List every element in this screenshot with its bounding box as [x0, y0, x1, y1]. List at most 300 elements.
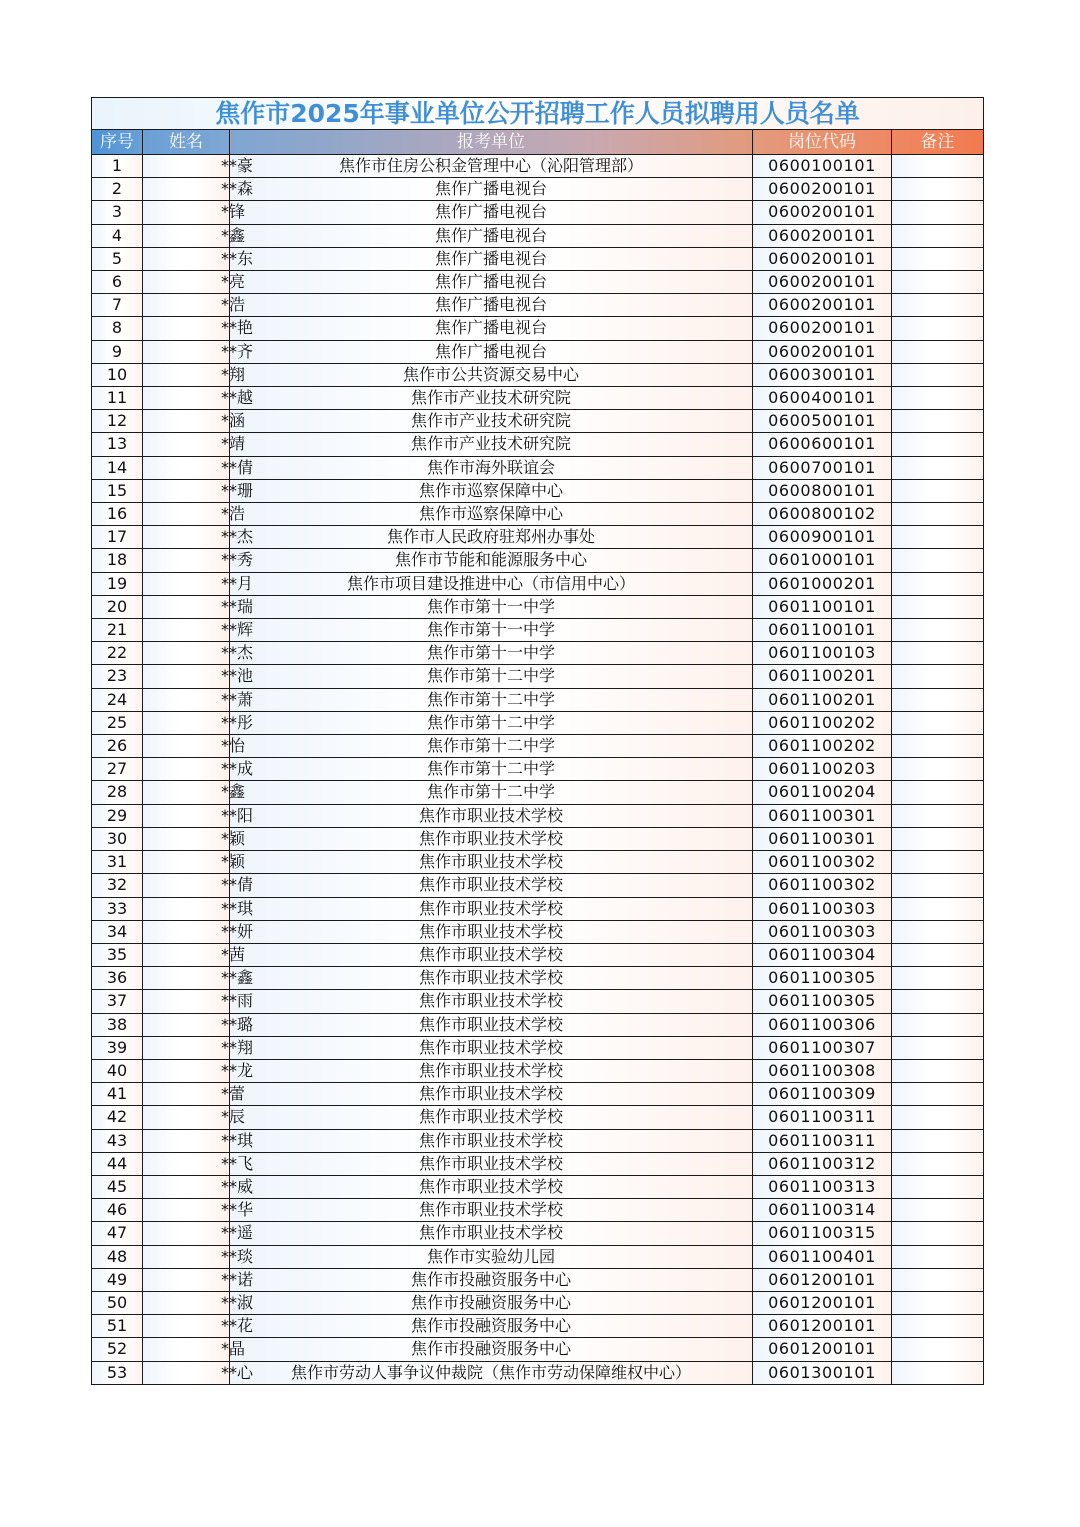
- cell-position-code: 0601000201: [753, 572, 892, 595]
- table-row: [92, 688, 984, 711]
- cell-remarks: [892, 1036, 984, 1059]
- cell-name: *颖: [143, 851, 230, 874]
- cell-unit: 焦作广播电视台: [230, 247, 753, 270]
- cell-remarks: [892, 1129, 984, 1152]
- cell-name: *辰: [143, 1106, 230, 1129]
- cell-unit: 焦作市投融资服务中心: [230, 1268, 753, 1291]
- cell-position-code: 0601100202: [753, 735, 892, 758]
- cell-name: **杰: [143, 526, 230, 549]
- cell-name: **越: [143, 387, 230, 410]
- cell-index: 25: [92, 711, 143, 734]
- cell-name: *鑫: [143, 781, 230, 804]
- table-row: [92, 410, 984, 433]
- cell-remarks: [892, 619, 984, 642]
- cell-position-code: 0601100314: [753, 1199, 892, 1222]
- table-row: [92, 155, 984, 178]
- cell-name: **月: [143, 572, 230, 595]
- cell-unit: 焦作市项目建设推进中心（市信用中心）: [230, 572, 753, 595]
- cell-name: **诺: [143, 1268, 230, 1291]
- column-header-index: 序号: [92, 130, 143, 155]
- cell-position-code: 0601100201: [753, 665, 892, 688]
- cell-unit: 焦作市职业技术学校: [230, 1036, 753, 1059]
- cell-index: 38: [92, 1013, 143, 1036]
- cell-position-code: 0600200101: [753, 271, 892, 294]
- cell-index: 53: [92, 1361, 143, 1384]
- cell-index: 20: [92, 595, 143, 618]
- cell-index: 5: [92, 247, 143, 270]
- cell-name: **池: [143, 665, 230, 688]
- cell-index: 37: [92, 990, 143, 1013]
- table-row: [92, 271, 984, 294]
- cell-position-code: 0601100302: [753, 874, 892, 897]
- cell-unit: 焦作市职业技术学校: [230, 990, 753, 1013]
- cell-remarks: [892, 642, 984, 665]
- cell-position-code: 0600200101: [753, 247, 892, 270]
- cell-name: **东: [143, 247, 230, 270]
- table-row: [92, 1268, 984, 1291]
- cell-unit: 焦作市第十二中学: [230, 758, 753, 781]
- cell-position-code: 0600200101: [753, 178, 892, 201]
- cell-index: 45: [92, 1175, 143, 1198]
- table-row: [92, 642, 984, 665]
- cell-index: 17: [92, 526, 143, 549]
- cell-name: **彤: [143, 711, 230, 734]
- table-row: [92, 1361, 984, 1384]
- cell-name: **花: [143, 1315, 230, 1338]
- cell-position-code: 0601300101: [753, 1361, 892, 1384]
- cell-name: **心: [143, 1361, 230, 1384]
- table-row: [92, 943, 984, 966]
- cell-name: **飞: [143, 1152, 230, 1175]
- cell-name: **齐: [143, 340, 230, 363]
- cell-unit: 焦作市职业技术学校: [230, 1175, 753, 1198]
- cell-unit: 焦作广播电视台: [230, 201, 753, 224]
- cell-unit: 焦作市职业技术学校: [230, 943, 753, 966]
- table-row: [92, 387, 984, 410]
- cell-index: 49: [92, 1268, 143, 1291]
- cell-index: 33: [92, 897, 143, 920]
- cell-unit: 焦作市劳动人事争议仲裁院（焦作市劳动保障维权中心）: [230, 1361, 753, 1384]
- cell-index: 3: [92, 201, 143, 224]
- cell-name: **珊: [143, 479, 230, 502]
- cell-name: **遥: [143, 1222, 230, 1245]
- roster-sheet: [91, 97, 983, 1385]
- cell-unit: 焦作市节能和能源服务中心: [230, 549, 753, 572]
- cell-unit: 焦作广播电视台: [230, 224, 753, 247]
- cell-index: 16: [92, 503, 143, 526]
- cell-unit: 焦作市实验幼儿园: [230, 1245, 753, 1268]
- table-row: [92, 665, 984, 688]
- cell-remarks: [892, 1013, 984, 1036]
- cell-position-code: 0600100101: [753, 155, 892, 178]
- cell-name: **倩: [143, 874, 230, 897]
- table-row: [92, 294, 984, 317]
- cell-remarks: [892, 897, 984, 920]
- table-row: [92, 247, 984, 270]
- cell-index: 44: [92, 1152, 143, 1175]
- cell-remarks: [892, 363, 984, 386]
- cell-unit: 焦作市住房公积金管理中心（沁阳管理部）: [230, 155, 753, 178]
- cell-position-code: 0601100401: [753, 1245, 892, 1268]
- cell-index: 9: [92, 340, 143, 363]
- cell-name: *涵: [143, 410, 230, 433]
- cell-position-code: 0600200101: [753, 201, 892, 224]
- cell-index: 4: [92, 224, 143, 247]
- cell-unit: 焦作市投融资服务中心: [230, 1291, 753, 1314]
- cell-unit: 焦作市职业技术学校: [230, 1129, 753, 1152]
- table-row: [92, 549, 984, 572]
- cell-remarks: [892, 688, 984, 711]
- cell-remarks: [892, 178, 984, 201]
- cell-remarks: [892, 503, 984, 526]
- cell-remarks: [892, 943, 984, 966]
- cell-remarks: [892, 1175, 984, 1198]
- cell-index: 51: [92, 1315, 143, 1338]
- cell-index: 43: [92, 1129, 143, 1152]
- cell-unit: 焦作市巡察保障中心: [230, 503, 753, 526]
- cell-name: **倩: [143, 456, 230, 479]
- cell-position-code: 0601000101: [753, 549, 892, 572]
- cell-index: 8: [92, 317, 143, 340]
- cell-name: *锋: [143, 201, 230, 224]
- cell-index: 28: [92, 781, 143, 804]
- cell-position-code: 0600600101: [753, 433, 892, 456]
- cell-position-code: 0600200101: [753, 294, 892, 317]
- table-row: [92, 1129, 984, 1152]
- cell-remarks: [892, 549, 984, 572]
- cell-index: 31: [92, 851, 143, 874]
- table-row: [92, 595, 984, 618]
- table-row: [92, 363, 984, 386]
- cell-position-code: 0600200101: [753, 340, 892, 363]
- cell-unit: 焦作市公共资源交易中心: [230, 363, 753, 386]
- cell-unit: 焦作广播电视台: [230, 294, 753, 317]
- cell-index: 13: [92, 433, 143, 456]
- cell-index: 50: [92, 1291, 143, 1314]
- cell-unit: 焦作市第十二中学: [230, 665, 753, 688]
- cell-remarks: [892, 201, 984, 224]
- cell-unit: 焦作市产业技术研究院: [230, 433, 753, 456]
- cell-index: 19: [92, 572, 143, 595]
- table-row: [92, 711, 984, 734]
- cell-index: 46: [92, 1199, 143, 1222]
- table-row: [92, 920, 984, 943]
- cell-position-code: 0601200101: [753, 1315, 892, 1338]
- cell-name: **森: [143, 178, 230, 201]
- cell-name: *蕾: [143, 1083, 230, 1106]
- cell-remarks: [892, 781, 984, 804]
- table-row: [92, 1338, 984, 1361]
- table-row: [92, 317, 984, 340]
- cell-name: *晶: [143, 1338, 230, 1361]
- table-row: [92, 1315, 984, 1338]
- column-header-unit: 报考单位: [230, 130, 753, 155]
- column-header-name: 姓名: [143, 130, 230, 155]
- cell-index: 40: [92, 1059, 143, 1082]
- cell-position-code: 0600800102: [753, 503, 892, 526]
- cell-index: 52: [92, 1338, 143, 1361]
- cell-remarks: [892, 479, 984, 502]
- cell-name: **豪: [143, 155, 230, 178]
- cell-position-code: 0601100103: [753, 642, 892, 665]
- cell-name: **华: [143, 1199, 230, 1222]
- cell-remarks: [892, 155, 984, 178]
- table-row: [92, 781, 984, 804]
- cell-index: 23: [92, 665, 143, 688]
- cell-position-code: 0601100301: [753, 827, 892, 850]
- cell-position-code: 0601100202: [753, 711, 892, 734]
- cell-unit: 焦作市第十一中学: [230, 595, 753, 618]
- cell-index: 18: [92, 549, 143, 572]
- cell-remarks: [892, 247, 984, 270]
- cell-position-code: 0601100301: [753, 804, 892, 827]
- table-row: [92, 619, 984, 642]
- cell-position-code: 0601100308: [753, 1059, 892, 1082]
- cell-position-code: 0601200101: [753, 1268, 892, 1291]
- cell-name: *鑫: [143, 224, 230, 247]
- cell-name: **妍: [143, 920, 230, 943]
- table-row: [92, 827, 984, 850]
- table-row: [92, 967, 984, 990]
- table-row: [92, 1013, 984, 1036]
- cell-unit: 焦作市第十二中学: [230, 688, 753, 711]
- cell-remarks: [892, 317, 984, 340]
- cell-remarks: [892, 1338, 984, 1361]
- cell-remarks: [892, 711, 984, 734]
- cell-unit: 焦作市第十二中学: [230, 735, 753, 758]
- cell-position-code: 0600500101: [753, 410, 892, 433]
- cell-position-code: 0600900101: [753, 526, 892, 549]
- cell-name: *翔: [143, 363, 230, 386]
- roster-table: [91, 97, 984, 1385]
- cell-remarks: [892, 1268, 984, 1291]
- cell-name: **辉: [143, 619, 230, 642]
- cell-position-code: 0601100311: [753, 1106, 892, 1129]
- cell-position-code: 0601100306: [753, 1013, 892, 1036]
- cell-unit: 焦作市职业技术学校: [230, 874, 753, 897]
- cell-unit: 焦作市职业技术学校: [230, 804, 753, 827]
- cell-remarks: [892, 340, 984, 363]
- cell-index: 22: [92, 642, 143, 665]
- cell-unit: 焦作市海外联谊会: [230, 456, 753, 479]
- cell-name: **翔: [143, 1036, 230, 1059]
- cell-remarks: [892, 804, 984, 827]
- cell-remarks: [892, 1245, 984, 1268]
- cell-name: **琪: [143, 897, 230, 920]
- cell-remarks: [892, 456, 984, 479]
- cell-remarks: [892, 920, 984, 943]
- cell-position-code: 0600800101: [753, 479, 892, 502]
- cell-unit: 焦作广播电视台: [230, 178, 753, 201]
- cell-remarks: [892, 1059, 984, 1082]
- cell-unit: 焦作广播电视台: [230, 271, 753, 294]
- table-row: [92, 1199, 984, 1222]
- cell-index: 24: [92, 688, 143, 711]
- cell-position-code: 0601100303: [753, 920, 892, 943]
- cell-name: *靖: [143, 433, 230, 456]
- cell-unit: 焦作广播电视台: [230, 340, 753, 363]
- cell-index: 26: [92, 735, 143, 758]
- table-row: [92, 1083, 984, 1106]
- cell-remarks: [892, 665, 984, 688]
- cell-index: 27: [92, 758, 143, 781]
- cell-position-code: 0600300101: [753, 363, 892, 386]
- cell-remarks: [892, 410, 984, 433]
- cell-unit: 焦作市第十一中学: [230, 619, 753, 642]
- table-row: [92, 1222, 984, 1245]
- cell-index: 11: [92, 387, 143, 410]
- cell-unit: 焦作市职业技术学校: [230, 1222, 753, 1245]
- cell-index: 12: [92, 410, 143, 433]
- cell-position-code: 0600200101: [753, 317, 892, 340]
- cell-remarks: [892, 990, 984, 1013]
- table-row: [92, 1175, 984, 1198]
- table-row: [92, 804, 984, 827]
- table-row: [92, 201, 984, 224]
- cell-name: **淑: [143, 1291, 230, 1314]
- cell-position-code: 0601100201: [753, 688, 892, 711]
- cell-position-code: 0601100305: [753, 967, 892, 990]
- cell-remarks: [892, 1106, 984, 1129]
- column-header-remarks: 备注: [892, 130, 984, 155]
- cell-name: **杰: [143, 642, 230, 665]
- cell-index: 32: [92, 874, 143, 897]
- cell-unit: 焦作市第十二中学: [230, 781, 753, 804]
- cell-unit: 焦作市职业技术学校: [230, 1199, 753, 1222]
- cell-index: 36: [92, 967, 143, 990]
- cell-unit: 焦作市职业技术学校: [230, 1059, 753, 1082]
- table-row: [92, 1152, 984, 1175]
- cell-remarks: [892, 1361, 984, 1384]
- cell-index: 34: [92, 920, 143, 943]
- cell-unit: 焦作市产业技术研究院: [230, 410, 753, 433]
- cell-index: 7: [92, 294, 143, 317]
- cell-name: **萧: [143, 688, 230, 711]
- table-row: [92, 526, 984, 549]
- cell-name: *亮: [143, 271, 230, 294]
- cell-remarks: [892, 595, 984, 618]
- table-body: [92, 155, 984, 1385]
- cell-remarks: [892, 387, 984, 410]
- cell-unit: 焦作市投融资服务中心: [230, 1338, 753, 1361]
- cell-unit: 焦作市产业技术研究院: [230, 387, 753, 410]
- cell-unit: 焦作市人民政府驻郑州办事处: [230, 526, 753, 549]
- cell-position-code: 0601100313: [753, 1175, 892, 1198]
- table-row: [92, 340, 984, 363]
- cell-index: 42: [92, 1106, 143, 1129]
- cell-position-code: 0601100305: [753, 990, 892, 1013]
- cell-position-code: 0601100204: [753, 781, 892, 804]
- table-row: [92, 178, 984, 201]
- cell-name: *浩: [143, 294, 230, 317]
- table-row: [92, 1106, 984, 1129]
- cell-position-code: 0601100303: [753, 897, 892, 920]
- cell-position-code: 0601100304: [753, 943, 892, 966]
- cell-unit: 焦作市职业技术学校: [230, 1013, 753, 1036]
- cell-unit: 焦作广播电视台: [230, 317, 753, 340]
- cell-index: 48: [92, 1245, 143, 1268]
- cell-position-code: 0601100312: [753, 1152, 892, 1175]
- cell-position-code: 0601100101: [753, 619, 892, 642]
- table-row: [92, 456, 984, 479]
- cell-index: 10: [92, 363, 143, 386]
- cell-remarks: [892, 851, 984, 874]
- cell-remarks: [892, 294, 984, 317]
- cell-remarks: [892, 967, 984, 990]
- cell-position-code: 0601100101: [753, 595, 892, 618]
- cell-unit: 焦作市职业技术学校: [230, 967, 753, 990]
- cell-index: 30: [92, 827, 143, 850]
- cell-index: 35: [92, 943, 143, 966]
- table-header-row: [92, 130, 984, 155]
- cell-unit: 焦作市投融资服务中心: [230, 1315, 753, 1338]
- cell-index: 47: [92, 1222, 143, 1245]
- table-row: [92, 851, 984, 874]
- table-row: [92, 1059, 984, 1082]
- cell-index: 1: [92, 155, 143, 178]
- cell-remarks: [892, 758, 984, 781]
- table-row: [92, 1291, 984, 1314]
- table-row: [92, 1036, 984, 1059]
- table-row: [92, 224, 984, 247]
- cell-unit: 焦作市巡察保障中心: [230, 479, 753, 502]
- column-header-position-code: 岗位代码: [753, 130, 892, 155]
- cell-position-code: 0601200101: [753, 1291, 892, 1314]
- cell-remarks: [892, 526, 984, 549]
- cell-name: **龙: [143, 1059, 230, 1082]
- cell-name: *浩: [143, 503, 230, 526]
- cell-remarks: [892, 433, 984, 456]
- table-row: [92, 874, 984, 897]
- cell-remarks: [892, 1222, 984, 1245]
- cell-position-code: 0600400101: [753, 387, 892, 410]
- cell-name: *怡: [143, 735, 230, 758]
- cell-name: **威: [143, 1175, 230, 1198]
- cell-name: **琪: [143, 1129, 230, 1152]
- cell-index: 21: [92, 619, 143, 642]
- cell-position-code: 0601100309: [753, 1083, 892, 1106]
- cell-remarks: [892, 1083, 984, 1106]
- cell-position-code: 0601100302: [753, 851, 892, 874]
- cell-name: **鑫: [143, 967, 230, 990]
- table-row: [92, 479, 984, 502]
- cell-position-code: 0601100315: [753, 1222, 892, 1245]
- cell-remarks: [892, 874, 984, 897]
- table-row: [92, 572, 984, 595]
- cell-name: **雨: [143, 990, 230, 1013]
- cell-remarks: [892, 271, 984, 294]
- cell-remarks: [892, 735, 984, 758]
- table-row: [92, 758, 984, 781]
- table-row: [92, 897, 984, 920]
- cell-unit: 焦作市第十二中学: [230, 711, 753, 734]
- cell-index: 39: [92, 1036, 143, 1059]
- cell-unit: 焦作市职业技术学校: [230, 1083, 753, 1106]
- cell-unit: 焦作市职业技术学校: [230, 827, 753, 850]
- cell-position-code: 0601100311: [753, 1129, 892, 1152]
- cell-index: 29: [92, 804, 143, 827]
- cell-name: **阳: [143, 804, 230, 827]
- cell-unit: 焦作市职业技术学校: [230, 1152, 753, 1175]
- cell-unit: 焦作市职业技术学校: [230, 851, 753, 874]
- cell-remarks: [892, 827, 984, 850]
- cell-index: 41: [92, 1083, 143, 1106]
- cell-remarks: [892, 1291, 984, 1314]
- cell-remarks: [892, 1315, 984, 1338]
- cell-name: **成: [143, 758, 230, 781]
- cell-unit: 焦作市职业技术学校: [230, 920, 753, 943]
- cell-position-code: 0600200101: [753, 224, 892, 247]
